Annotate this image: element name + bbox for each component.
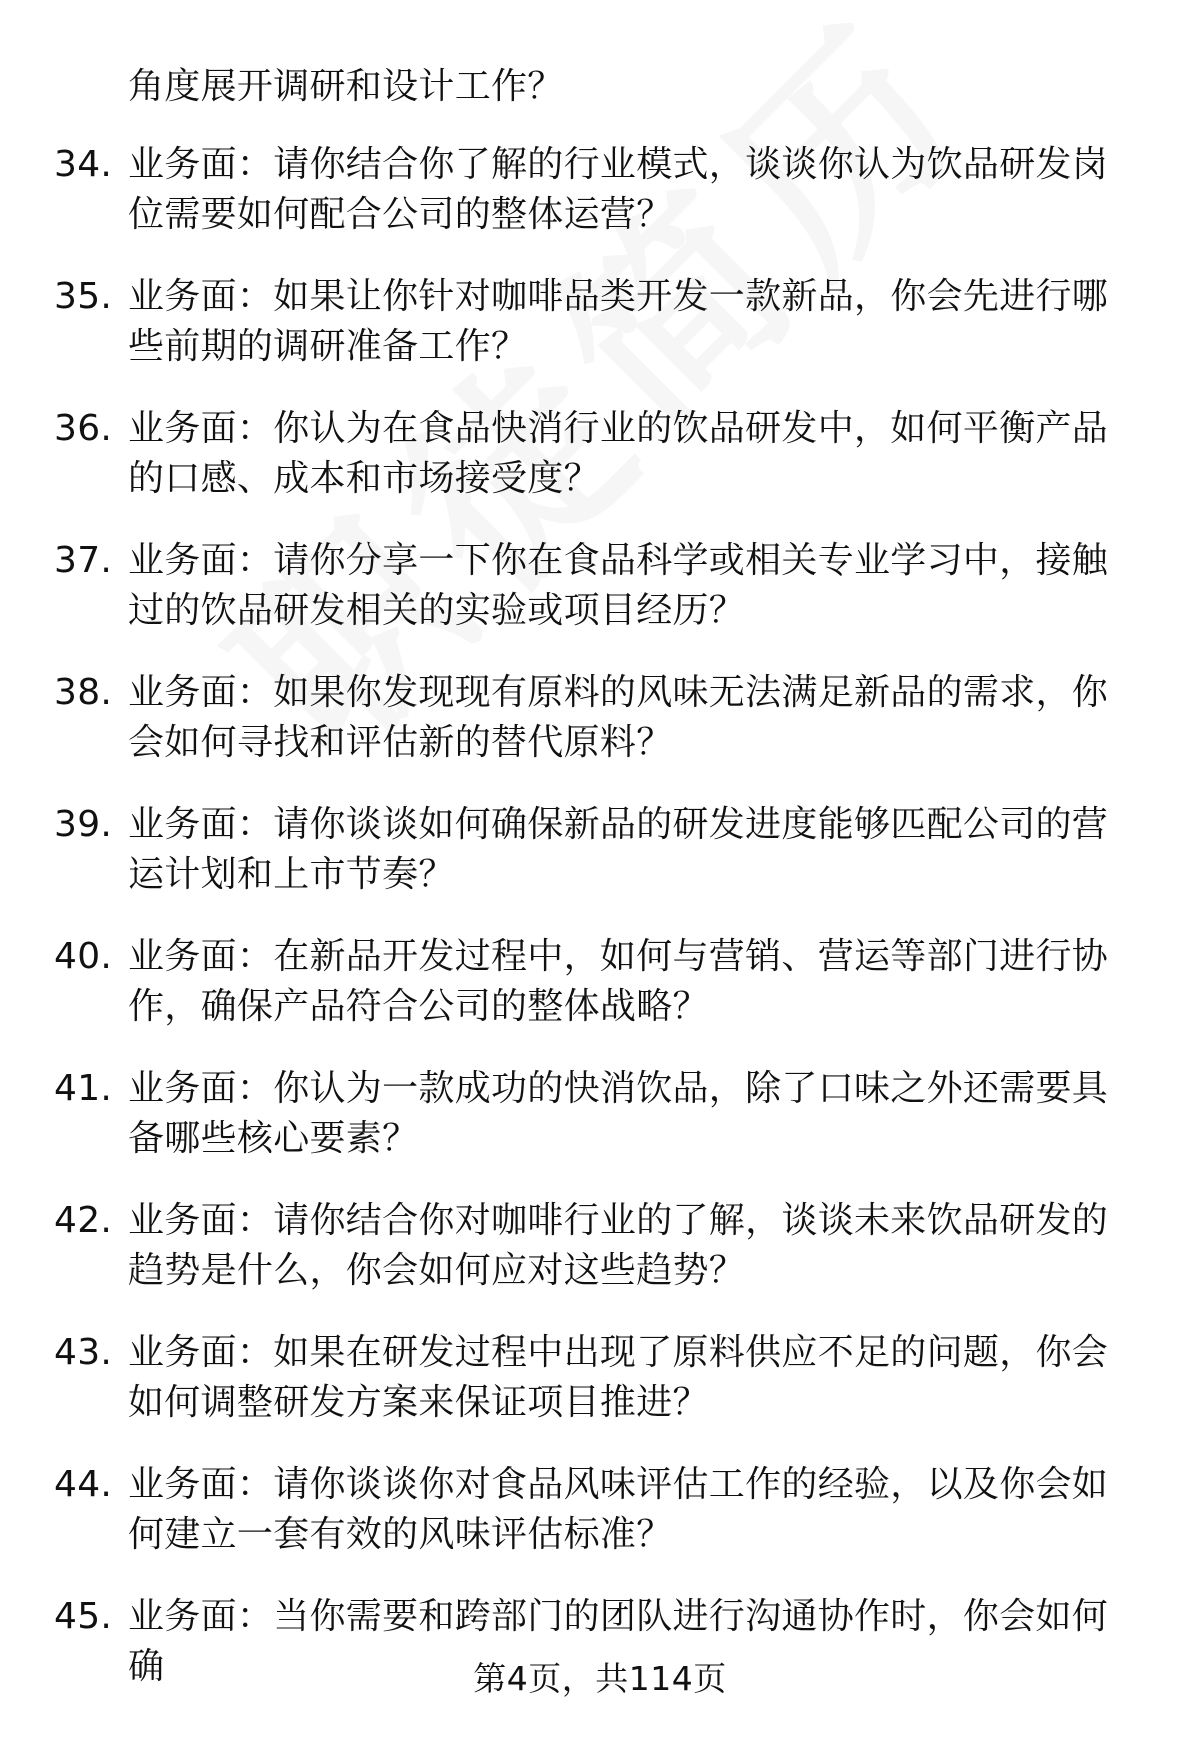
question-content [128,1460,1138,1560]
question-text: 当你需要和跨部门的团队进行沟通协作时，你会如何确 [128,1596,1109,1687]
question-number: 43. [54,1332,113,1373]
question-item [0,1196,1200,1328]
question-number: 37. [54,540,113,581]
question-content [128,1064,1138,1164]
question-text: 你认为一款成功的快消饮品，除了口味之外还需要具备哪些核心要素？ [128,1068,1109,1159]
question-content [128,404,1138,504]
question-content [128,800,1138,900]
continued-question-text: 角度展开调研和设计工作？ [128,66,564,107]
question-list [0,140,1200,1724]
question-text: 如果让你针对咖啡品类开发一款新品，你会先进行哪些前期的调研准备工作？ [128,276,1109,367]
question-text: 请你结合你对咖啡行业的了解，谈谈未来饮品研发的趋势是什么，你会如何应对这些趋势？ [128,1200,1109,1291]
question-label: 业务面： [128,408,274,449]
question-label: 业务面： [128,804,274,845]
question-content [128,668,1138,768]
question-content [128,1328,1138,1428]
question-text: 你认为在食品快消行业的饮品研发中，如何平衡产品的口感、成本和市场接受度？ [128,408,1109,499]
question-content [128,932,1138,1032]
question-label: 业务面： [128,1464,274,1505]
question-item [0,140,1200,272]
question-item [0,404,1200,536]
question-label: 业务面： [128,276,274,317]
question-item [0,272,1200,404]
question-content [128,272,1138,372]
question-number: 35. [54,276,113,317]
question-text: 请你结合你了解的行业模式，谈谈你认为饮品研发岗位需要如何配合公司的整体运营？ [128,144,1109,235]
question-number: 44. [54,1464,113,1505]
question-item [0,800,1200,932]
question-text: 请你谈谈如何确保新品的研发进度能够匹配公司的营运计划和上市节奏？ [128,804,1109,895]
question-text: 请你谈谈你对食品风味评估工作的经验，以及你会如何建立一套有效的风味评估标准？ [128,1464,1109,1555]
question-item [0,668,1200,800]
question-item [0,536,1200,668]
question-number: 45. [54,1596,113,1637]
question-label: 业务面： [128,936,274,977]
question-label: 业务面： [128,540,274,581]
question-number: 38. [54,672,113,713]
question-number: 40. [54,936,113,977]
page-footer: 第4页，共114页 [473,1659,727,1698]
question-label: 业务面： [128,1200,274,1241]
question-label: 业务面： [128,1068,274,1109]
question-label: 业务面： [128,144,274,185]
question-text: 如果你发现现有原料的风味无法满足新品的需求，你会如何寻找和评估新的替代原料？ [128,672,1109,763]
question-text: 请你分享一下你在食品科学或相关专业学习中，接触过的饮品研发相关的实验或项目经历？ [128,540,1109,631]
question-text: 在新品开发过程中，如何与营销、营运等部门进行协作，确保产品符合公司的整体战略？ [128,936,1109,1027]
question-number: 34. [54,144,113,185]
question-item [0,1460,1200,1592]
question-label: 业务面： [128,1596,274,1637]
question-content [128,536,1138,636]
question-text: 如果在研发过程中出现了原料供应不足的问题，你会如何调整研发方案来保证项目推进？ [128,1332,1109,1423]
question-number: 36. [54,408,113,449]
question-item [0,932,1200,1064]
question-number: 42. [54,1200,113,1241]
question-content [128,140,1138,240]
question-item [0,1064,1200,1196]
question-number: 39. [54,804,113,845]
question-label: 业务面： [128,1332,274,1373]
question-number: 41. [54,1068,113,1109]
question-label: 业务面： [128,672,274,713]
question-content [128,1196,1138,1296]
question-item [0,1328,1200,1460]
